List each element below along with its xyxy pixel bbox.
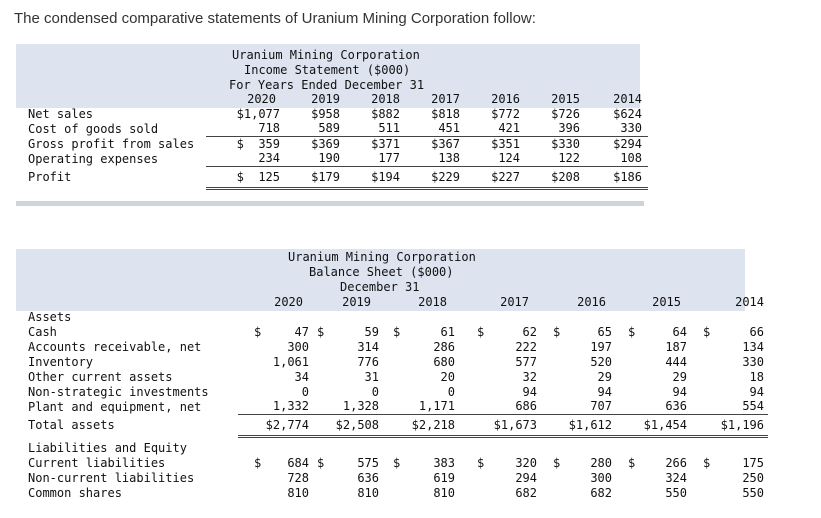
cell: 108 bbox=[584, 151, 648, 166]
cell bbox=[541, 324, 616, 339]
liabilities-heading-row bbox=[28, 436, 768, 455]
cell: 550 bbox=[742, 485, 764, 500]
total-assets-row bbox=[28, 414, 768, 436]
cell-value: 59 bbox=[364, 324, 379, 339]
cell bbox=[389, 324, 465, 339]
row-label: Non-current liabilities bbox=[28, 470, 195, 485]
row-label: Total assets bbox=[28, 418, 115, 432]
cell: $2,218 bbox=[389, 414, 465, 436]
cell: 707 bbox=[541, 399, 616, 414]
cell: $1,077 bbox=[236, 106, 280, 121]
balance-year-2014: 2014 bbox=[735, 294, 764, 309]
balance-year-2017: 2017 bbox=[500, 294, 529, 309]
cell: 421 bbox=[466, 121, 524, 136]
table-row bbox=[28, 369, 768, 384]
cell: 29 bbox=[672, 369, 687, 384]
cell: $208 bbox=[524, 166, 584, 188]
cell-value: 62 bbox=[522, 324, 537, 339]
cell: 550 bbox=[665, 485, 687, 500]
dollar-sign: $ bbox=[628, 455, 636, 470]
cell: $194 bbox=[346, 166, 406, 188]
income-year-header-row bbox=[28, 92, 648, 106]
cell: 190 bbox=[286, 151, 346, 166]
assets-heading-row bbox=[28, 309, 768, 324]
cell: 589 bbox=[286, 121, 346, 136]
dollar-sign: $ bbox=[703, 324, 711, 339]
cell: $624 bbox=[613, 106, 642, 121]
table-row bbox=[28, 399, 768, 414]
cell: 520 bbox=[590, 354, 612, 369]
table-row bbox=[28, 470, 768, 485]
cell: 94 bbox=[749, 384, 764, 399]
cell: 20 bbox=[440, 369, 455, 384]
cell: 286 bbox=[433, 339, 455, 354]
cell bbox=[313, 455, 389, 470]
cell: 1,061 bbox=[272, 354, 309, 369]
cell: 294 bbox=[515, 470, 537, 485]
cell: 18 bbox=[749, 369, 764, 384]
cell-value: 175 bbox=[742, 455, 764, 470]
table-row bbox=[28, 339, 768, 354]
assets-heading: Assets bbox=[28, 309, 72, 324]
balance-year-header-row bbox=[28, 294, 768, 309]
cell: 718 bbox=[206, 121, 286, 136]
cell: 810 bbox=[287, 485, 309, 500]
income-year-2019: 2019 bbox=[311, 92, 340, 106]
dollar-sign: $ bbox=[317, 324, 325, 339]
cell: $2,508 bbox=[313, 414, 389, 436]
table-row bbox=[28, 324, 768, 339]
dollar-sign: $ bbox=[703, 455, 711, 470]
cell-value: 383 bbox=[433, 455, 455, 470]
cell bbox=[465, 455, 541, 470]
cell: $179 bbox=[286, 166, 346, 188]
cell: 324 bbox=[665, 470, 687, 485]
dollar-sign: $ bbox=[477, 455, 485, 470]
cell: $ 359 bbox=[236, 136, 280, 151]
table-row bbox=[28, 455, 768, 470]
row-label: Gross profit from sales bbox=[28, 136, 195, 151]
cell-value: 280 bbox=[590, 455, 612, 470]
cell: $330 bbox=[551, 136, 580, 151]
cell: 444 bbox=[665, 354, 687, 369]
dollar-sign: $ bbox=[553, 324, 561, 339]
table-row bbox=[28, 106, 648, 121]
income-company-title: Uranium Mining Corporation bbox=[232, 48, 420, 62]
cell bbox=[691, 324, 768, 339]
cell: 396 bbox=[524, 121, 584, 136]
income-year-2018: 2018 bbox=[371, 92, 400, 106]
cell: 728 bbox=[287, 470, 309, 485]
cell: 0 bbox=[301, 384, 309, 399]
table-row bbox=[28, 136, 648, 151]
dollar-sign: $ bbox=[317, 455, 325, 470]
cell: 122 bbox=[524, 151, 584, 166]
cell: $818 bbox=[431, 106, 460, 121]
balance-year-2016: 2016 bbox=[577, 294, 606, 309]
table-row bbox=[28, 121, 648, 136]
cell bbox=[238, 455, 313, 470]
dollar-sign: $ bbox=[628, 324, 636, 339]
cell: 94 bbox=[522, 384, 537, 399]
table-row bbox=[28, 354, 768, 369]
cell: 776 bbox=[357, 354, 379, 369]
cell: 511 bbox=[346, 121, 406, 136]
cell-value: 684 bbox=[287, 455, 309, 470]
cell: 300 bbox=[287, 339, 309, 354]
cell-value: 64 bbox=[672, 324, 687, 339]
cell: $772 bbox=[491, 106, 520, 121]
cell: $1,196 bbox=[691, 414, 768, 436]
income-statement-table bbox=[28, 92, 648, 190]
cell bbox=[541, 455, 616, 470]
balance-year-2018: 2018 bbox=[418, 294, 447, 309]
row-label: Inventory bbox=[28, 354, 94, 369]
income-statement-divider bbox=[16, 201, 644, 206]
cell: $371 bbox=[371, 136, 400, 151]
cell: 124 bbox=[466, 151, 524, 166]
cell: $958 bbox=[311, 106, 340, 121]
balance-year-2015: 2015 bbox=[652, 294, 681, 309]
cell: 682 bbox=[515, 485, 537, 500]
income-year-2016: 2016 bbox=[491, 92, 520, 106]
cell: 636 bbox=[357, 470, 379, 485]
row-label: Other current assets bbox=[28, 369, 173, 384]
cell: 682 bbox=[590, 485, 612, 500]
cell bbox=[616, 324, 691, 339]
cell: 222 bbox=[515, 339, 537, 354]
cell: 197 bbox=[590, 339, 612, 354]
cell: $1,612 bbox=[541, 414, 616, 436]
cell-value: 66 bbox=[749, 324, 764, 339]
cell: 314 bbox=[357, 339, 379, 354]
cell: $1,673 bbox=[465, 414, 541, 436]
cell: 0 bbox=[447, 384, 455, 399]
cell: $294 bbox=[613, 136, 642, 151]
cell bbox=[691, 455, 768, 470]
cell: $367 bbox=[431, 136, 460, 151]
cell: 0 bbox=[371, 384, 379, 399]
balance-date-title: December 31 bbox=[340, 280, 420, 294]
dollar-sign: $ bbox=[477, 324, 485, 339]
cell: 250 bbox=[742, 470, 764, 485]
cell bbox=[238, 324, 313, 339]
dollar-sign: $ bbox=[254, 324, 262, 339]
income-year-2015: 2015 bbox=[551, 92, 580, 106]
cell: $351 bbox=[491, 136, 520, 151]
cell: 29 bbox=[597, 369, 612, 384]
cell: $882 bbox=[371, 106, 400, 121]
cell: 686 bbox=[465, 399, 541, 414]
cell: 1,171 bbox=[389, 399, 465, 414]
cell: 1,328 bbox=[313, 399, 389, 414]
intro-text: The condensed comparative statements of Uranium Mining Corporation follow: bbox=[14, 10, 536, 27]
cell: 577 bbox=[515, 354, 537, 369]
cell: 330 bbox=[742, 354, 764, 369]
cell: 619 bbox=[433, 470, 455, 485]
cell: 187 bbox=[665, 339, 687, 354]
dollar-sign: $ bbox=[553, 455, 561, 470]
income-year-2017: 2017 bbox=[431, 92, 460, 106]
dollar-sign: $ bbox=[254, 455, 262, 470]
row-label: Cash bbox=[28, 324, 57, 339]
table-row bbox=[28, 151, 648, 166]
cell: 134 bbox=[742, 339, 764, 354]
cell bbox=[389, 455, 465, 470]
cell-value: 61 bbox=[440, 324, 455, 339]
cell: 234 bbox=[206, 151, 286, 166]
balance-year-2019: 2019 bbox=[342, 294, 371, 309]
cell: $227 bbox=[466, 166, 524, 188]
cell: 810 bbox=[433, 485, 455, 500]
cell bbox=[313, 324, 389, 339]
balance-sheet-table bbox=[28, 294, 768, 500]
cell: $1,454 bbox=[616, 414, 691, 436]
cell-value: 65 bbox=[597, 324, 612, 339]
row-label: Cost of goods sold bbox=[28, 121, 159, 136]
row-label: Non-strategic investments bbox=[28, 384, 209, 399]
liabilities-heading: Liabilities and Equity bbox=[28, 441, 187, 455]
dollar-sign: $ bbox=[393, 455, 401, 470]
cell: $229 bbox=[406, 166, 466, 188]
cell: 177 bbox=[346, 151, 406, 166]
income-statement-title: Income Statement ($000) bbox=[244, 63, 411, 77]
cell bbox=[616, 455, 691, 470]
cell: 300 bbox=[590, 470, 612, 485]
cell-value: 47 bbox=[294, 324, 309, 339]
income-year-2014: 2014 bbox=[613, 92, 642, 106]
cell: 138 bbox=[406, 151, 466, 166]
cell: $369 bbox=[311, 136, 340, 151]
row-label: Common shares bbox=[28, 485, 122, 500]
row-label: Operating expenses bbox=[28, 151, 159, 166]
cell-value: 575 bbox=[357, 455, 379, 470]
balance-company-title: Uranium Mining Corporation bbox=[288, 250, 476, 264]
cell: 94 bbox=[597, 384, 612, 399]
cell: 451 bbox=[406, 121, 466, 136]
income-period-title: For Years Ended December 31 bbox=[229, 78, 425, 92]
row-label: Accounts receivable, net bbox=[28, 339, 202, 354]
cell: $726 bbox=[551, 106, 580, 121]
balance-sheet-title: Balance Sheet ($000) bbox=[309, 265, 454, 279]
cell: 32 bbox=[522, 369, 537, 384]
cell bbox=[465, 324, 541, 339]
row-label: Net sales bbox=[28, 106, 94, 121]
cell: 330 bbox=[584, 121, 648, 136]
cell: 1,332 bbox=[238, 399, 313, 414]
cell: $2,774 bbox=[238, 414, 313, 436]
table-row bbox=[28, 384, 768, 399]
cell: 94 bbox=[672, 384, 687, 399]
row-label: Current liabilities bbox=[28, 455, 166, 470]
row-label: Profit bbox=[28, 170, 72, 184]
table-row bbox=[28, 485, 768, 500]
cell-value: 320 bbox=[515, 455, 537, 470]
cell-value: 266 bbox=[665, 455, 687, 470]
cell: 636 bbox=[616, 399, 691, 414]
table-row bbox=[28, 166, 648, 188]
cell: 31 bbox=[364, 369, 379, 384]
cell: 34 bbox=[294, 369, 309, 384]
dollar-sign: $ bbox=[393, 324, 401, 339]
income-year-2020: 2020 bbox=[247, 92, 276, 106]
row-label: Plant and equipment, net bbox=[28, 399, 202, 414]
cell: $186 bbox=[584, 166, 648, 188]
cell: $ 125 bbox=[206, 166, 286, 188]
balance-year-2020: 2020 bbox=[274, 294, 303, 309]
cell: 554 bbox=[691, 399, 768, 414]
cell: 810 bbox=[357, 485, 379, 500]
cell: 680 bbox=[433, 354, 455, 369]
